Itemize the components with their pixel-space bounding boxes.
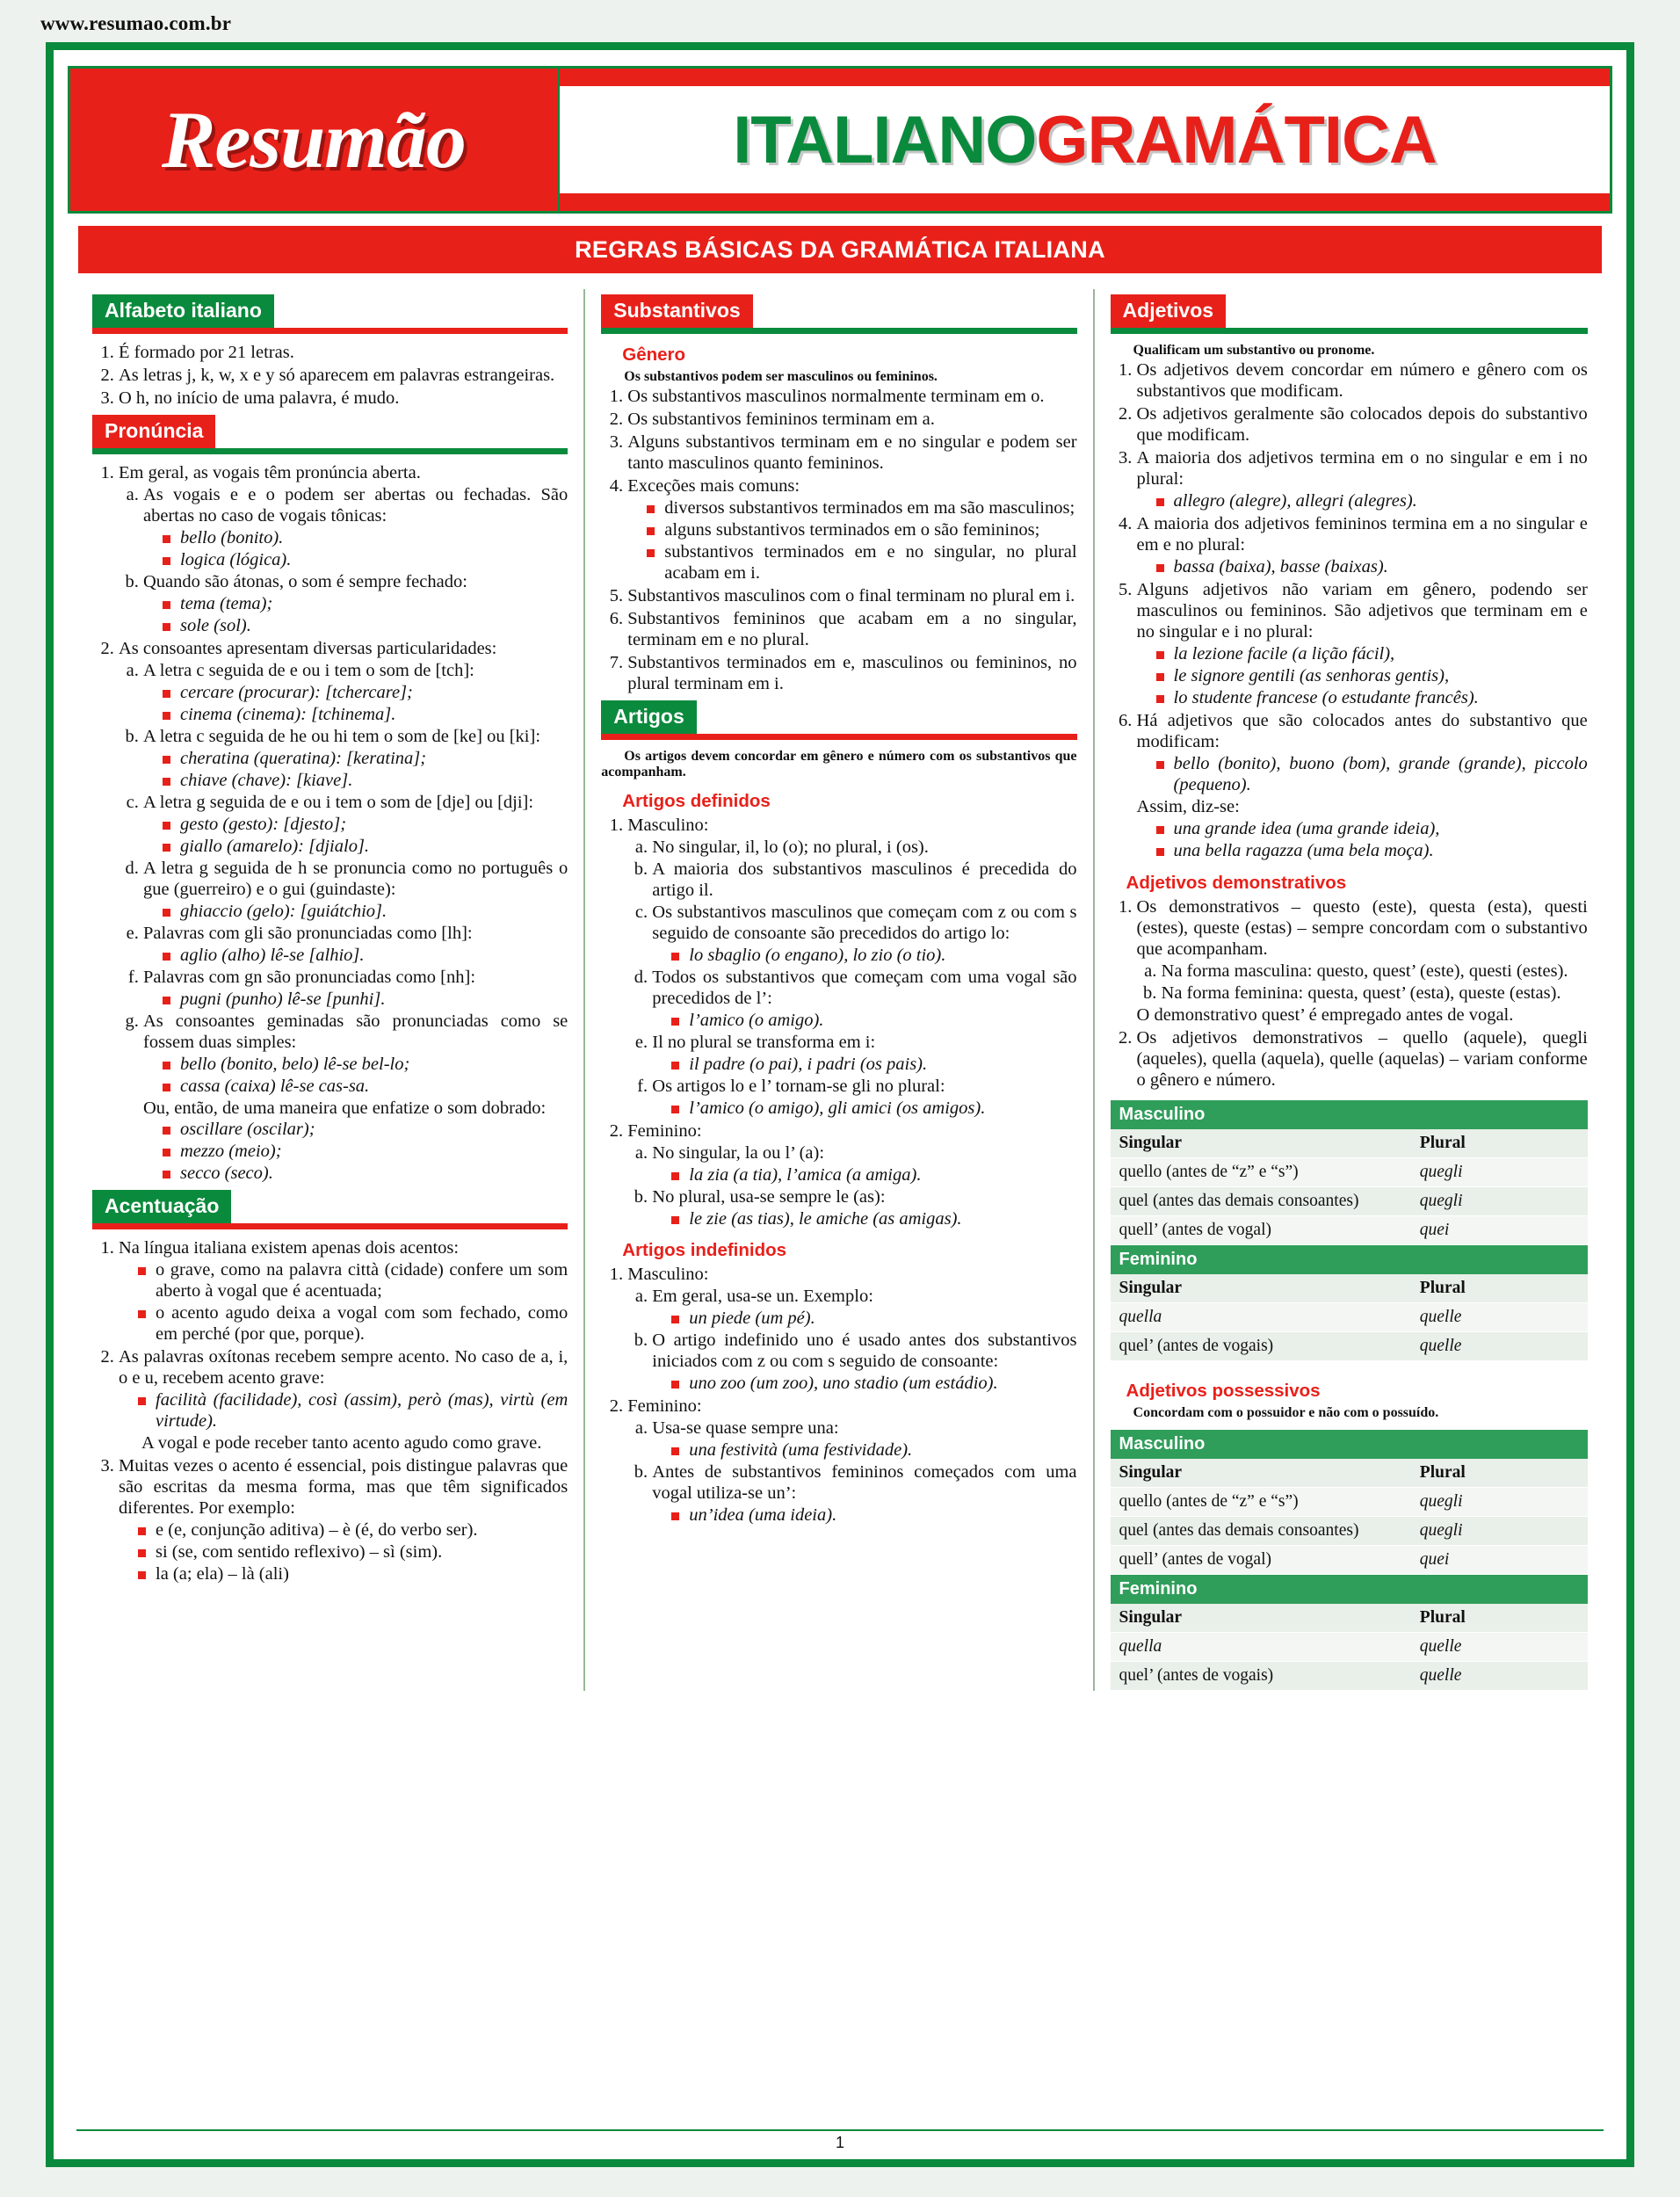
column-header-singular: Singular	[1111, 1459, 1411, 1488]
table-cell: quell’ (antes de vogal)	[1111, 1545, 1411, 1574]
page-banner: REGRAS BÁSICAS DA GRAMÁTICA ITALIANA	[78, 226, 1602, 273]
list-item: logica (lógica).	[163, 550, 568, 571]
bullet-list	[143, 1055, 568, 1098]
table-cell: quelle	[1411, 1331, 1588, 1360]
sub-list	[119, 661, 568, 1186]
bullet-list	[143, 815, 568, 858]
section-header-acentuacao	[92, 1190, 568, 1229]
table-cell: quegli	[1411, 1516, 1588, 1545]
sub-list	[1137, 961, 1588, 1004]
table-cell: quegli	[1411, 1186, 1588, 1215]
table-row	[1111, 1331, 1588, 1360]
list-item: sole (sol).	[163, 616, 568, 637]
section-strip	[601, 328, 1076, 334]
list-item	[143, 1011, 568, 1186]
table-row	[1111, 1545, 1588, 1574]
list-item	[143, 793, 568, 858]
list-item	[1137, 897, 1588, 1026]
section-strip	[601, 734, 1076, 740]
list-item	[652, 1287, 1076, 1330]
list-text: Masculino:	[627, 815, 709, 835]
list-text: Em geral, as vogais têm pronúncia aberta.	[119, 462, 421, 482]
list-item	[652, 1418, 1076, 1461]
list-text: A maioria dos adjetivos termina em o no singular e em i no plural:	[1136, 447, 1588, 489]
list-item	[143, 968, 568, 1011]
list-item: 5. Substantivos masculinos com o final terminam no plural em i.	[627, 586, 1076, 607]
table-cell: quelle	[1411, 1632, 1588, 1661]
table-cell: quel (antes das demais consoantes)	[1111, 1186, 1411, 1215]
section-header-substantivos	[601, 294, 1076, 334]
list-text: A letra g seguida de e ou i tem o som de [dje] ou [dji]:	[143, 792, 534, 812]
list-text: A letra g seguida de h se pronuncia como no português o gue (guerreiro) e o gui (guindaste):	[143, 858, 568, 899]
list-item: uno zoo (um zoo), uno stadio (um estádio).	[671, 1374, 1076, 1395]
bullet-list	[119, 1390, 568, 1432]
list-item	[627, 1121, 1076, 1230]
bullet-list	[652, 1165, 1076, 1186]
brand-logo	[68, 66, 560, 214]
table-header-masculino: Masculino	[1111, 1100, 1588, 1129]
bullet-list	[143, 528, 568, 571]
column-header-singular: Singular	[1111, 1129, 1411, 1158]
list-item	[1137, 711, 1588, 862]
list-text: Todos os substantivos que começam com uma vogal são precedidos de l’:	[652, 967, 1077, 1008]
list-text: Usa-se quase sempre una:	[652, 1418, 839, 1439]
table-cell: quella	[1111, 1302, 1411, 1331]
list-text: Os artigos lo e l’ tornam-se gli no plural:	[652, 1076, 945, 1096]
list-item: giallo (amarelo): [djialo].	[163, 837, 568, 858]
list-item	[1137, 580, 1588, 709]
table-row	[1111, 1157, 1588, 1186]
list-item: un piede (um pé).	[671, 1309, 1076, 1330]
list-item: chiave (chave): [kiave].	[163, 771, 568, 792]
table-cell: quei	[1411, 1545, 1588, 1574]
list-text: As consoantes geminadas são pronunciadas como se fossem duas simples:	[143, 1011, 568, 1052]
table-cell: quella	[1111, 1632, 1411, 1661]
column-2	[585, 289, 1094, 1691]
list-item: cassa (caixa) lê-se cas-sa.	[163, 1077, 568, 1098]
sub-list	[627, 837, 1076, 1120]
list-item: b. Na forma feminina: questa, quest’ (esta), queste (estas).	[1162, 983, 1588, 1004]
section-header-artigos	[601, 700, 1076, 740]
section-header-alfabeto	[92, 294, 568, 334]
list-item: o grave, como na palavra città (cidade) confere um som aberto à vogal que é acentuada;	[138, 1260, 568, 1302]
table-row	[1111, 1632, 1588, 1661]
list-text: Feminino:	[627, 1120, 702, 1141]
demonstrativos-list	[1111, 897, 1588, 1091]
bullet-list	[143, 749, 568, 792]
table-row	[1111, 1516, 1588, 1545]
list-item: 1. É formado por 21 letras.	[119, 343, 568, 364]
list-text: Na língua italiana existem apenas dois acentos:	[119, 1238, 460, 1258]
list-item: e (e, conjunção aditiva) – è (é, do verbo ser).	[138, 1520, 568, 1541]
bullet-list	[652, 1011, 1076, 1032]
list-text: A maioria dos adjetivos femininos termina em a no singular e em e no plural:	[1136, 513, 1588, 555]
section-title-acentuacao: Acentuação	[92, 1190, 231, 1223]
table-cell: quel (antes das demais consoantes)	[1111, 1516, 1411, 1545]
list-item: la zia (a tia), l’amica (a amiga).	[671, 1165, 1076, 1186]
list-item: la (a; ela) – là (ali)	[138, 1564, 568, 1585]
list-item	[627, 1265, 1076, 1395]
list-text: Em geral, usa-se un. Exemplo:	[652, 1287, 873, 1307]
table-demonstrativos	[1111, 1100, 1588, 1361]
table-cell: quel’ (antes de vogais)	[1111, 1661, 1411, 1690]
list-item: cheratina (queratina): [keratina];	[163, 749, 568, 770]
list-item	[1137, 448, 1588, 512]
list-item: 7. Substantivos terminados em e, masculinos ou femininos, no plural terminam em i.	[627, 653, 1076, 695]
list-text: A letra c seguida de he ou hi tem o som de [ke] ou [ki]:	[143, 726, 541, 746]
list-item: 1. Os substantivos masculinos normalmente terminam em o.	[627, 387, 1076, 408]
title-bar-top	[560, 69, 1610, 86]
note-text: A vogal e pode receber tanto acento agudo como grave.	[141, 1433, 542, 1454]
table-cell: quello (antes de “z” e “s”)	[1111, 1157, 1411, 1186]
bullet-list	[652, 1505, 1076, 1526]
column-header-plural: Plural	[1411, 1129, 1588, 1158]
subsection-genero: Gênero	[622, 344, 686, 365]
subsection-artigos-definidos: Artigos definidos	[622, 790, 771, 811]
list-item: il padre (o pai), i padri (os pais).	[671, 1055, 1076, 1076]
table-cell: quello (antes de “z” e “s”)	[1111, 1487, 1411, 1516]
list-text: As vogais e e o podem ser abertas ou fechadas. São abertas no caso de vogais tônicas:	[143, 484, 568, 526]
section-title-alfabeto: Alfabeto italiano	[92, 294, 274, 328]
note-text: O demonstrativo quest’ é empregado antes de vogal.	[1136, 1004, 1514, 1025]
list-item	[652, 968, 1076, 1032]
table-cell: quel’ (antes de vogais)	[1111, 1331, 1411, 1360]
brand-logo-text: Resumão	[162, 95, 466, 185]
list-item: bello (bonito), buono (bom), grande (grande), piccolo (pequeno).	[1156, 754, 1588, 796]
column-3	[1095, 289, 1604, 1691]
list-item: gesto (gesto): [djesto];	[163, 815, 568, 836]
sub-list	[627, 1418, 1076, 1526]
table-row	[1111, 1661, 1588, 1690]
list-item: ghiaccio (gelo): [guiátchio].	[163, 902, 568, 923]
list-item	[119, 639, 568, 1186]
list-item: lo studente francese (o estudante francês).	[1156, 688, 1588, 709]
bullet-list	[652, 946, 1076, 967]
section-strip	[1111, 328, 1588, 334]
list-text: Alguns adjetivos não variam em gênero, podendo ser masculinos ou femininos. São adjetivos que terminam em e no singular e i no plural:	[1136, 579, 1588, 642]
bullet-list	[652, 1440, 1076, 1461]
subsection-possessivos: Adjetivos possessivos	[1126, 1380, 1321, 1401]
list-item	[143, 661, 568, 726]
masthead	[68, 66, 1612, 214]
alfabeto-list	[92, 343, 568, 410]
table-cell: quegli	[1411, 1157, 1588, 1186]
list-item: le zie (as tias), le amiche (as amigas).	[671, 1209, 1076, 1230]
section-strip	[92, 328, 568, 334]
list-text: No plural, usa-se sempre le (as):	[652, 1186, 886, 1207]
list-item	[627, 816, 1076, 1120]
list-item	[652, 1331, 1076, 1395]
list-item: una festività (uma festividade).	[671, 1440, 1076, 1461]
list-item: alguns substantivos terminados em o são femininos;	[647, 520, 1076, 541]
section-header-adjetivos	[1111, 294, 1588, 334]
list-item: pugni (punho) lê-se [punhi].	[163, 990, 568, 1011]
column-header-plural: Plural	[1411, 1459, 1588, 1488]
list-item: una bella ragazza (uma bela moça).	[1156, 841, 1588, 862]
list-item: oscillare (oscilar);	[163, 1120, 568, 1141]
list-item: 3. O h, no início de uma palavra, é mudo.	[119, 388, 568, 410]
list-item	[143, 727, 568, 792]
column-header-singular: Singular	[1111, 1274, 1411, 1303]
list-item: si (se, com sentido reflexivo) – sì (sim).	[138, 1542, 568, 1563]
list-item: 1. Os adjetivos devem concordar em número e gênero com os substantivos que modificam.	[1137, 360, 1588, 402]
list-item	[652, 903, 1076, 967]
table-row	[1111, 1215, 1588, 1244]
table-cell: quegli	[1411, 1487, 1588, 1516]
list-item: b. A maioria dos substantivos masculinos é precedida do artigo il.	[652, 859, 1076, 902]
list-text: O artigo indefinido uno é usado antes dos substantivos iniciados com z ou com s seguido de consoante:	[652, 1331, 1077, 1372]
artigos-lead: Os artigos devem concordar em gênero e número com os substantivos que acompanham.	[601, 748, 1077, 779]
list-text: Muitas vezes o acento é essencial, pois distingue palavras que são escritas da mesma forma, mas que têm significados diferentes. Por exemplo:	[119, 1456, 568, 1519]
list-text: Palavras com gn são pronunciadas como [nh]:	[143, 967, 476, 987]
list-item: secco (seco).	[163, 1164, 568, 1185]
list-item: o acento agudo deixa a vogal com som fechado, como em perché (por que, porque).	[138, 1303, 568, 1345]
list-item: aglio (alho) lê-se [alhio].	[163, 946, 568, 967]
list-item	[1137, 514, 1588, 578]
section-header-pronuncia	[92, 415, 568, 454]
subsection-demonstrativos: Adjetivos demonstrativos	[1126, 872, 1347, 893]
list-item: la lezione facile (a lição fácil),	[1156, 644, 1588, 665]
list-item: cercare (procurar): [tchercare];	[163, 683, 568, 704]
title-subject: ITALIANO	[733, 102, 1037, 178]
list-item	[652, 1143, 1076, 1186]
list-text: Exceções mais comuns:	[627, 475, 800, 496]
list-item: a. No singular, il, lo (o); no plural, i (os).	[652, 837, 1076, 859]
sub-list	[627, 1287, 1076, 1395]
table-cell: quelle	[1411, 1661, 1588, 1690]
bullet-list	[143, 990, 568, 1011]
list-item: 2. Os substantivos femininos terminam em a.	[627, 410, 1076, 431]
list-item: un’idea (uma ideia).	[671, 1505, 1076, 1526]
pronuncia-list	[92, 463, 568, 1185]
bullet-list	[143, 946, 568, 967]
note-text: Assim, diz-se:	[1136, 796, 1240, 816]
list-item: bello (bonito, belo) lê-se bel-lo;	[163, 1055, 568, 1076]
bullet-list	[1137, 819, 1588, 862]
list-item	[119, 1347, 568, 1454]
title-block	[560, 66, 1612, 214]
sub-list	[627, 1143, 1076, 1230]
table-header-masculino: Masculino	[1111, 1430, 1588, 1459]
list-item: 2. As letras j, k, w, x e y só aparecem em palavras estrangeiras.	[119, 366, 568, 387]
bullet-list	[652, 1309, 1076, 1330]
list-text: Il no plural se transforma em i:	[652, 1032, 876, 1052]
list-item	[652, 1077, 1076, 1120]
list-item	[143, 485, 568, 571]
column-1	[76, 289, 585, 1691]
list-item: lo sbaglio (o engano), lo zio (o tio).	[671, 946, 1076, 967]
list-item	[652, 1033, 1076, 1076]
list-item: diversos substantivos terminados em ma são masculinos;	[647, 498, 1076, 519]
list-text: As palavras oxítonas recebem sempre acento. No caso de a, i, o e u, recebem acento grave:	[119, 1347, 568, 1389]
list-text: Os demonstrativos – questo (este), questa (esta), questi (estes), queste (estas) – sempre concordam com o substantivo que acompanham.	[1136, 896, 1588, 959]
footer-divider	[76, 2129, 1604, 2131]
table-possessivos	[1111, 1430, 1588, 1691]
bullet-list	[143, 1120, 568, 1185]
note-text: Ou, então, de uma maneira que enfatize o som dobrado:	[143, 1098, 547, 1118]
list-text: Masculino:	[627, 1265, 709, 1285]
list-text: A letra c seguida de e ou i tem o som de [tch]:	[143, 660, 474, 680]
bullet-list	[119, 1520, 568, 1585]
column-header-plural: Plural	[1411, 1604, 1588, 1633]
page-number: 1	[835, 2134, 844, 2151]
list-item	[652, 1187, 1076, 1230]
list-item: l’amico (o amigo).	[671, 1011, 1076, 1032]
list-text: Antes de substantivos femininos começados com uma vogal utiliza-se un’:	[652, 1462, 1077, 1504]
list-text: Quando são átonas, o som é sempre fechado:	[143, 571, 467, 591]
list-text: Os substantivos masculinos que começam com z ou com s seguido de consoante são precedidos do artigo lo:	[652, 902, 1077, 943]
possessivos-lead: Concordam com o possuidor e não com o possuído.	[1133, 1404, 1439, 1420]
adjetivos-list	[1111, 360, 1588, 862]
list-item	[143, 859, 568, 923]
list-item	[143, 924, 568, 967]
title-topic: GRAMÁTICA	[1036, 102, 1437, 178]
table-cell: quell’ (antes de vogal)	[1111, 1215, 1411, 1244]
list-item: 2. Os adjetivos demonstrativos – quello (aquele), quegli (aqueles), quella (aquela), quelle (aquelas) – variam conforme o gênero e número.	[1137, 1028, 1588, 1091]
page-sheet	[46, 42, 1634, 2167]
list-item: cinema (cinema): [tchinema].	[163, 705, 568, 726]
list-item: substantivos terminados em e no singular, no plural acabam em i.	[647, 542, 1076, 584]
table-header-feminino: Feminino	[1111, 1574, 1588, 1604]
bullet-list	[1137, 754, 1588, 796]
acentuacao-list	[92, 1238, 568, 1585]
section-title-adjetivos: Adjetivos	[1111, 294, 1227, 328]
bullet-list	[1137, 644, 1588, 709]
bullet-list	[652, 1098, 1076, 1120]
section-strip	[92, 1223, 568, 1229]
section-title-pronuncia: Pronúncia	[92, 415, 215, 448]
list-item: bassa (baixa), basse (baixas).	[1156, 557, 1588, 578]
artigos-definidos-list	[601, 816, 1076, 1230]
list-text: No singular, la ou l’ (a):	[652, 1142, 825, 1163]
bullet-list	[119, 1260, 568, 1345]
section-title-artigos: Artigos	[601, 700, 697, 734]
bullet-list	[143, 683, 568, 726]
table-cell: quei	[1411, 1215, 1588, 1244]
list-item	[119, 1456, 568, 1585]
list-item	[119, 1238, 568, 1345]
adjetivos-lead: Qualificam um substantivo ou pronome.	[1133, 343, 1375, 358]
genero-lead: Os substantivos podem ser masculinos ou femininos.	[624, 369, 938, 384]
list-item: l’amico (o amigo), gli amici (os amigos).	[671, 1098, 1076, 1120]
bullet-list	[143, 594, 568, 637]
list-text: As consoantes apresentam diversas particularidades:	[119, 638, 497, 658]
table-row	[1111, 1302, 1588, 1331]
list-item: tema (tema);	[163, 594, 568, 615]
table-row	[1111, 1186, 1588, 1215]
list-item: mezzo (meio);	[163, 1142, 568, 1163]
list-item: allegro (alegre), allegri (alegres).	[1156, 491, 1588, 512]
list-item: 2. Os adjetivos geralmente são colocados depois do substantivo que modificam.	[1137, 404, 1588, 446]
list-item: a. Na forma masculina: questo, quest’ (este), questi (estes).	[1162, 961, 1588, 982]
list-item	[652, 1462, 1076, 1526]
title-bar-bottom	[560, 193, 1610, 211]
content-columns	[76, 289, 1604, 1691]
bullet-list	[652, 1055, 1076, 1076]
artigos-indefinidos-list	[601, 1265, 1076, 1526]
bullet-list	[1137, 491, 1588, 512]
bullet-list	[652, 1374, 1076, 1395]
bullet-list	[143, 902, 568, 923]
section-strip	[92, 448, 568, 454]
site-url: www.resumao.com.br	[40, 12, 232, 34]
list-text: Palavras com gli são pronunciadas como [lh]:	[143, 923, 473, 943]
subsection-artigos-indefinidos: Artigos indefinidos	[622, 1240, 787, 1261]
substantivos-list	[601, 387, 1076, 695]
list-item: bello (bonito).	[163, 528, 568, 549]
bullet-list	[652, 1209, 1076, 1230]
table-row	[1111, 1487, 1588, 1516]
list-item: 3. Alguns substantivos terminam em e no singular e podem ser tanto masculinos quanto femininos.	[627, 432, 1076, 475]
table-cell: quelle	[1411, 1302, 1588, 1331]
list-text: Feminino:	[627, 1396, 702, 1417]
list-item	[627, 476, 1076, 584]
column-header-plural: Plural	[1411, 1274, 1588, 1303]
column-header-singular: Singular	[1111, 1604, 1411, 1633]
list-item	[119, 463, 568, 637]
list-item: una grande idea (uma grande ideia),	[1156, 819, 1588, 840]
bullet-list	[627, 498, 1076, 584]
bullet-list	[1137, 557, 1588, 578]
list-item: facilità (facilidade), così (assim), però (mas), virtù (em virtude).	[138, 1390, 568, 1432]
list-item: 6. Substantivos femininos que acabam em a no singular, terminam em e no plural.	[627, 609, 1076, 651]
list-item: le signore gentili (as senhoras gentis),	[1156, 666, 1588, 687]
section-title-substantivos: Substantivos	[601, 294, 752, 328]
table-header-feminino: Feminino	[1111, 1244, 1588, 1274]
list-text: Há adjetivos que são colocados antes do substantivo que modificam:	[1136, 710, 1588, 751]
list-item	[627, 1396, 1076, 1526]
list-item	[143, 572, 568, 637]
title-main	[560, 86, 1610, 193]
sub-list	[119, 485, 568, 637]
